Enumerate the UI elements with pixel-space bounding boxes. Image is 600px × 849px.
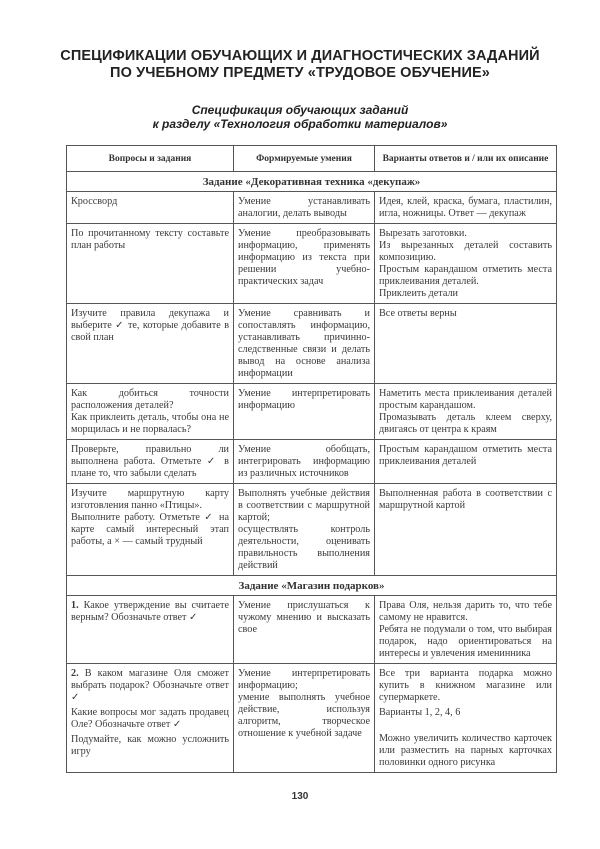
question-number: 2. — [71, 668, 79, 679]
question-text: Как приклеить деталь, чтобы она не морщилась и не порвалась? — [71, 412, 229, 435]
skills-cell — [234, 484, 375, 576]
answer-text: Идея, клей, краска, бумага, пластилин, игла, ножницы. Ответ — декупаж — [379, 196, 552, 219]
page-number: 130 — [291, 791, 309, 802]
question-cell — [67, 484, 234, 576]
answer-text: Простым карандашом отметить места приклеивания деталей — [379, 444, 552, 467]
skills-cell — [234, 596, 375, 664]
answer-text: Промазывать деталь клеем сверху, двигаясь от центра к краям — [379, 412, 552, 435]
question-text: Как добиться точности расположения деталей? — [71, 388, 229, 411]
answer-text: Приклеить детали — [379, 288, 458, 299]
skills-text: Умение интерпретировать информацию; — [238, 668, 370, 691]
question-text: В каком магазине Оля сможет выбрать подарок? Обозначьте ответ ✓ — [71, 668, 229, 703]
table-row — [67, 664, 557, 773]
question-text: Изучите правила декупажа и выберите ✓ те, которые добавите в свой план — [71, 308, 229, 343]
specification-table — [66, 145, 557, 773]
question-cell — [67, 384, 234, 440]
table-row — [67, 192, 557, 224]
answer-text: Вырезать заготовки. — [379, 228, 467, 239]
question-text: Проверьте, правильно ли выполнена работа. Отметьте ✓ в плане то, что забыли сделать — [71, 444, 229, 479]
answer-cell — [375, 664, 557, 773]
skills-cell — [234, 664, 375, 773]
answer-text: Наметить места приклеивания деталей простым карандашом. — [379, 388, 552, 411]
title-line-2: ПО УЧЕБНОМУ ПРЕДМЕТУ «ТРУДОВОЕ ОБУЧЕНИЕ» — [110, 65, 490, 81]
question-number: 1. — [71, 600, 79, 611]
skills-cell — [234, 192, 375, 224]
skills-text: Умение устанавливать аналогии, делать выводы — [238, 196, 370, 219]
section-row — [67, 172, 557, 192]
page-title — [0, 48, 600, 82]
skills-text: осуществлять контроль деятельности, оценивать правильность выполнения действий — [238, 524, 370, 571]
answer-text: Права Оля, нельзя дарить то, что тебе самому не нравится. — [379, 600, 552, 623]
skills-cell — [234, 384, 375, 440]
question-text: Кроссворд — [71, 196, 118, 207]
table-header-row — [67, 146, 557, 172]
skills-cell — [234, 304, 375, 384]
question-cell — [67, 596, 234, 664]
table-row — [67, 440, 557, 484]
skills-text: Умение прислушаться к чужому мнению и высказать свое — [238, 600, 370, 635]
skills-text: умение выполнять учебное действие, используя алгоритм, творческое отношение к учебной задаче — [238, 692, 370, 739]
answer-text: Можно увеличить количество карточек или разместить на парных карточках половинки одного рисунка — [379, 733, 552, 768]
skills-text: Выполнять учебные действия в соответствии с маршрутной картой; — [238, 488, 370, 523]
skills-text: Умение интерпретировать информацию — [238, 388, 370, 411]
answer-text: Все три варианта подарка можно купить в книжном магазине или супермаркете. — [379, 668, 552, 703]
answer-cell — [375, 304, 557, 384]
subtitle-line-1: Спецификация обучающих заданий — [191, 103, 409, 117]
question-text: Какие вопросы мог задать продавец Оле? Обозначьте ответ ✓ — [71, 707, 229, 730]
answer-text: Все ответы верны — [379, 308, 457, 319]
subtitle-line-2: к разделу «Технология обработки материалов» — [152, 117, 448, 131]
skills-cell — [234, 224, 375, 304]
question-cell — [67, 224, 234, 304]
answer-cell — [375, 384, 557, 440]
skills-text: Умение обобщать, интегрировать информацию из различных источников — [238, 444, 370, 479]
question-cell — [67, 440, 234, 484]
answer-cell — [375, 192, 557, 224]
table-row — [67, 304, 557, 384]
question-text: По прочитанному тексту составьте план работы — [71, 228, 229, 251]
question-text: Какое утверждение вы считаете верным? Обозначьте ответ ✓ — [71, 600, 230, 623]
section-title-decoupage: Задание «Декоративная техника «декупаж» — [67, 172, 557, 192]
section-row — [67, 576, 557, 596]
question-text: Изучите маршрутную карту изготовления панно «Птицы». — [71, 488, 229, 511]
question-cell — [67, 664, 234, 773]
answer-cell — [375, 440, 557, 484]
answer-cell — [375, 224, 557, 304]
question-text: Выполните работу. Отметьте ✓ на карте самый интересный этап работы, а × — самый трудный — [71, 512, 229, 547]
header-answers: Варианты ответов и / или их описание — [375, 146, 557, 172]
answer-text: Варианты 1, 2, 4, 6 — [379, 707, 461, 718]
skills-text: Умение сравнивать и сопоставлять информацию, устанавливать причинно-следственные связи и делать вывод на основе анализа информации — [238, 308, 370, 379]
question-cell — [67, 304, 234, 384]
answer-cell — [375, 484, 557, 576]
answer-cell — [375, 596, 557, 664]
title-line-1: СПЕЦИФИКАЦИИ ОБУЧАЮЩИХ И ДИАГНОСТИЧЕСКИХ ЗАДАНИЙ — [60, 48, 540, 64]
table-row — [67, 484, 557, 576]
section-title-gift-shop: Задание «Магазин подарков» — [67, 576, 557, 596]
page-subtitle — [0, 103, 600, 131]
header-skills: Формируемые умения — [234, 146, 375, 172]
answer-text: Ребята не подумали о том, что выбирая подарок, надо ориентироваться на интересы и увлечения именинника — [379, 624, 552, 659]
skills-cell — [234, 440, 375, 484]
table-row — [67, 224, 557, 304]
table-row — [67, 384, 557, 440]
question-cell — [67, 192, 234, 224]
table-row — [67, 596, 557, 664]
skills-text: Умение преобразовывать информацию, применять информацию из текста при решении учебно-практических задач — [238, 228, 370, 287]
question-text: Подумайте, как можно усложнить игру — [71, 734, 229, 757]
answer-text: Выполненная работа в соответствии с маршрутной картой — [379, 488, 552, 511]
header-questions: Вопросы и задания — [67, 146, 234, 172]
answer-text: Простым карандашом отметить места приклеивания деталей. — [379, 264, 552, 287]
answer-text: Из вырезанных деталей составить композицию. — [379, 240, 552, 263]
